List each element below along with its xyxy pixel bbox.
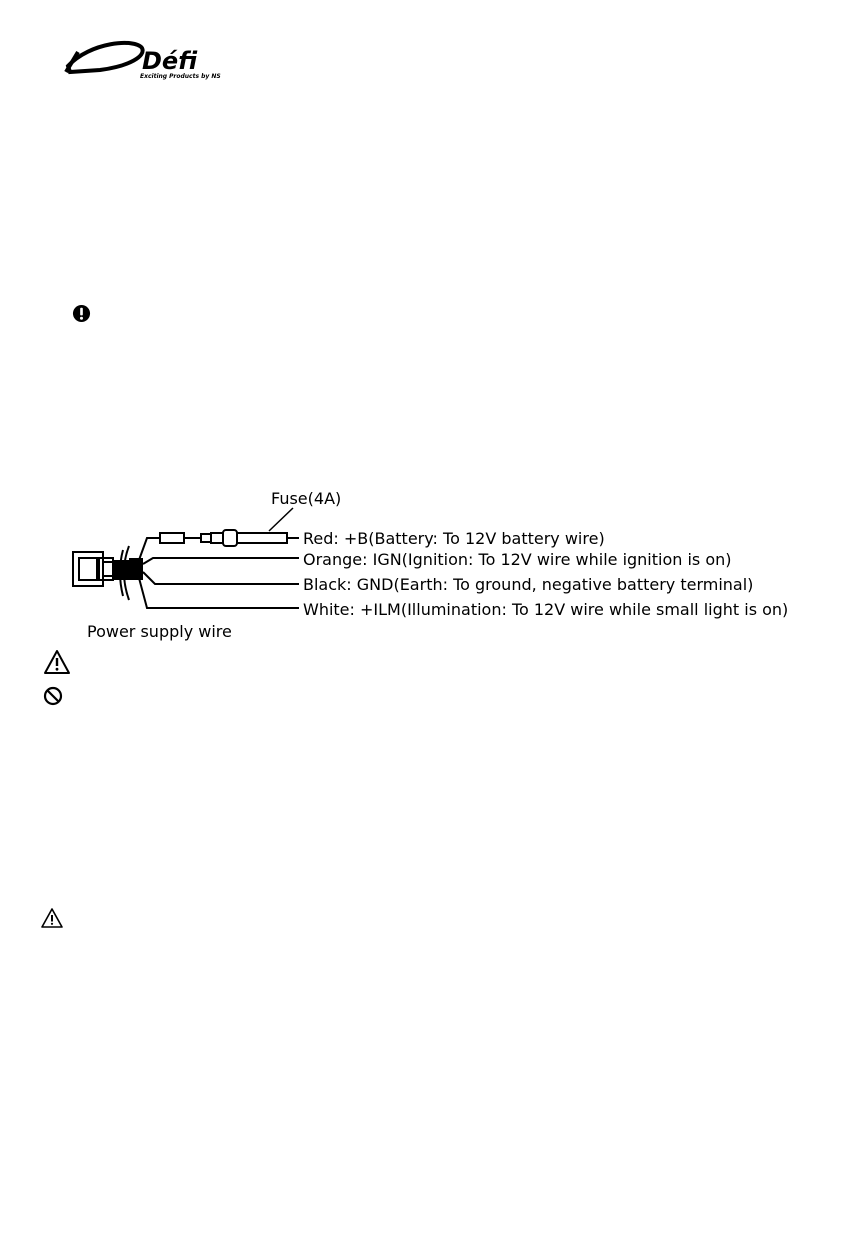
- fuse-pointer: [269, 508, 293, 531]
- fuse-label: Fuse(4A): [271, 489, 342, 508]
- exclamation-icon: [72, 304, 91, 323]
- connector-label: Power supply wire: [87, 622, 232, 641]
- warning-triangle-icon: [40, 907, 64, 929]
- wire-label-white: White: +ILM(Illumination: To 12V wire while small light is on): [303, 600, 789, 619]
- warning-triangle-icon: [43, 649, 71, 675]
- orange-wire: [143, 558, 299, 564]
- wire-label-red: Red: +B(Battery: To 12V battery wire): [303, 529, 605, 548]
- white-wire: [139, 578, 299, 608]
- red-wire: [139, 508, 299, 560]
- black-wire: [143, 572, 299, 584]
- fuse-holder: [237, 533, 287, 543]
- power-supply-wiring-diagram: [55, 480, 815, 650]
- defi-logo: [60, 40, 240, 80]
- brand-tagline: Exciting Products by NS: [140, 73, 221, 80]
- wire-label-orange: Orange: IGN(Ignition: To 12V wire while ignition is on): [303, 550, 732, 569]
- brand-name: Défi: [142, 47, 198, 75]
- wire-label-black: Black: GND(Earth: To ground, negative battery terminal): [303, 575, 754, 594]
- wire-bundle: [113, 546, 143, 600]
- prohibited-icon: [43, 686, 63, 706]
